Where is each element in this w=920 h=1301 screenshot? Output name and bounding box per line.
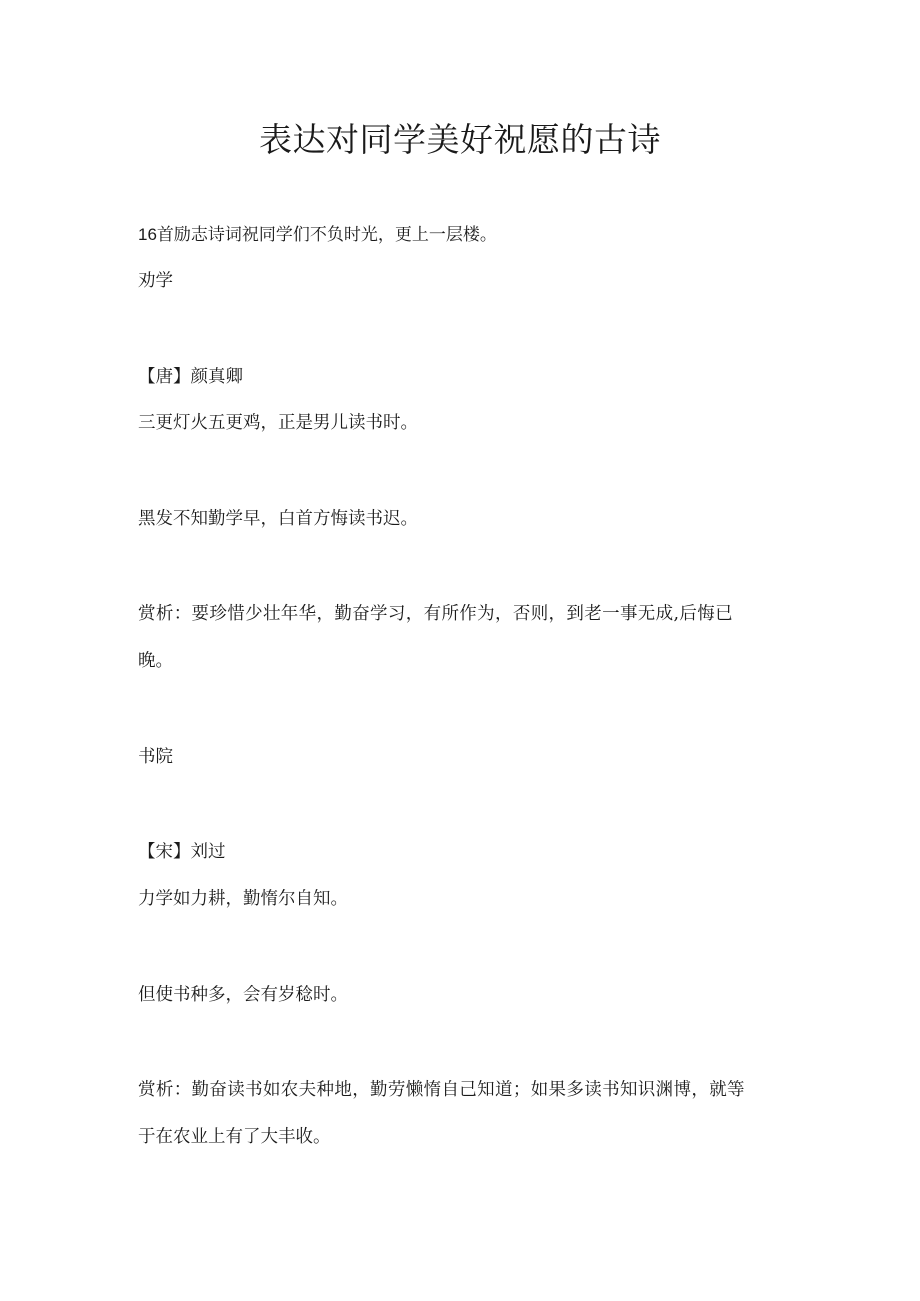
poem-author: 【唐】颜真卿 xyxy=(138,367,243,387)
poem-title: 劝学 xyxy=(138,271,173,291)
page-title: 表达对同学美好祝愿的古诗 xyxy=(259,120,661,159)
poem-line: 但使书种多，会有岁稔时。 xyxy=(138,985,348,1005)
poem-analysis: 晚。 xyxy=(138,651,173,671)
poem-line: 黑发不知勤学早，白首方悔读书迟。 xyxy=(138,509,418,529)
intro-text: 16首励志诗词祝同学们不负时光，更上一层楼。 xyxy=(138,225,497,244)
poem-line: 三更灯火五更鸡，正是男儿读书时。 xyxy=(138,413,418,433)
poem-line: 力学如力耕，勤惰尔自知。 xyxy=(138,889,348,909)
poem-author: 【宋】刘过 xyxy=(138,842,226,862)
poem-title: 书院 xyxy=(138,747,173,767)
poem-analysis: 赏析：勤奋读书如农夫种地，勤劳懒惰自己知道；如果多读书知识渊博，就等 xyxy=(138,1080,745,1100)
poem-analysis: 赏析：要珍惜少壮年华，勤奋学习，有所作为，否则，到老一事无成,后悔已 xyxy=(138,604,733,624)
poem-analysis: 于在农业上有了大丰收。 xyxy=(138,1127,331,1147)
